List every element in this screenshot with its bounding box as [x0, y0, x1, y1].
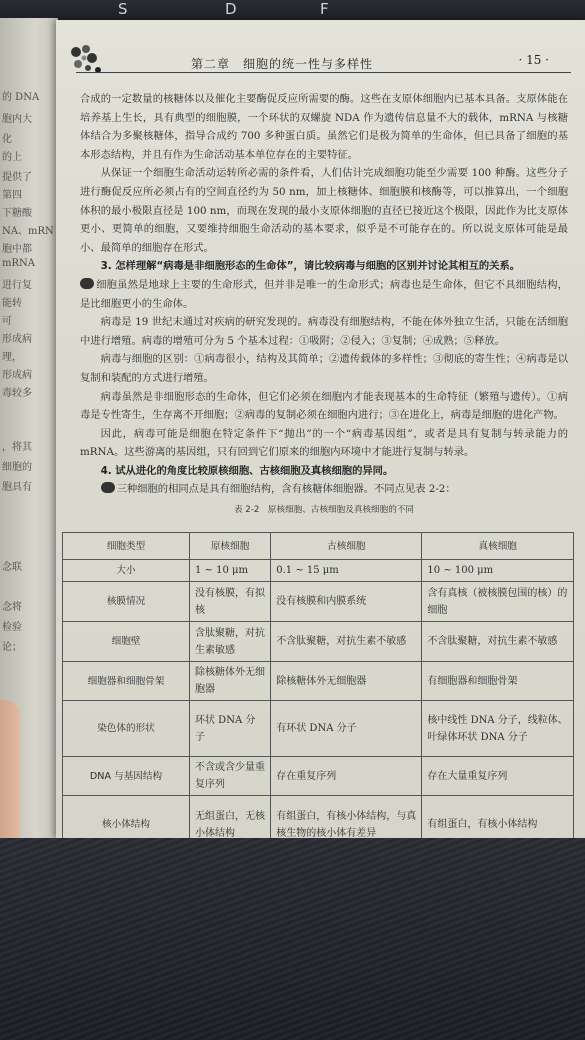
table-cell: 10 ~ 100 μm — [422, 560, 574, 582]
row-label: 大小 — [63, 560, 190, 582]
keyboard-strip — [0, 0, 585, 22]
table-cell: 环状 DNA 分子 — [190, 701, 271, 757]
table-cell: 0.1 ~ 15 μm — [271, 560, 422, 582]
table-row — [63, 701, 574, 757]
table-header-cell: 原核细胞 — [190, 533, 271, 560]
row-label: 细胞壁 — [63, 622, 190, 662]
row-label: 核小体结构 — [63, 796, 190, 854]
left-page-fragment: 检验 — [2, 622, 22, 633]
table-header-cell: 细胞类型 — [63, 533, 190, 560]
left-page-fragment: 的 DNA — [2, 92, 40, 103]
left-page-fragment: 毒较多 — [2, 388, 32, 399]
answer-mark-icon — [101, 482, 115, 493]
left-page-fragment: ，将其 — [2, 442, 32, 453]
question-4: 4. 试从进化的角度比较原核细胞、古核细胞及真核细胞的异同。 — [100, 464, 394, 477]
answer-text: 细胞虽然是地球上主要的生命形式，但并非是唯一的生命形式；病毒也是生命体，但它不具细胞结构，是比细胞更小的生命体。 — [80, 278, 568, 310]
table-row — [63, 560, 574, 582]
header-rule — [76, 72, 571, 73]
paragraph: 病毒虽然是非细胞形态的生命体，但它们必须在细胞内才能表现基本的生命特征（繁殖与遗传）。①病毒是专性寄生，生存离不开细胞；②病毒的复制必须在细胞内进行；③在进化上，病毒是细胞的进化产物。 — [80, 390, 568, 422]
left-page-fragment: 念将 — [2, 602, 22, 613]
table-cell: 不含肽聚糖，对抗生素不敏感 — [422, 622, 574, 662]
left-page-fragment: 胞具有 — [2, 482, 32, 493]
left-page-fragment: 进行复 — [2, 280, 32, 291]
table-caption: 表 2-2 原核细胞、古核细胞及真核细胞的不同 — [233, 505, 415, 516]
left-page-fragment: 理， — [2, 352, 22, 363]
left-page-fragment: 形成病 — [2, 334, 32, 345]
keyboard-key: S — [118, 0, 128, 18]
table-cell: 有环状 DNA 分子 — [271, 701, 422, 757]
table-cell: 没有核膜和内膜系统 — [271, 582, 422, 622]
row-label: 染色体的形状 — [63, 701, 190, 757]
left-page-fragment: 提供了 — [2, 172, 32, 183]
left-page-fragment: NA、mRN — [2, 226, 54, 237]
table-cell: 1 ~ 10 μm — [190, 560, 271, 582]
page-number: · 15 · — [518, 53, 549, 67]
table-header-cell: 真核细胞 — [422, 533, 574, 560]
table-row — [63, 582, 574, 622]
paragraph: 病毒是 19 世纪末通过对疾病的研究发现的。病毒没有细胞结构，不能在体外独立生活，只能在活细胞中进行增殖。病毒的增殖可分为 5 个基本过程：①吸附；②侵入；③复制；④成熟；⑤释放。 — [80, 316, 568, 347]
table-row — [63, 622, 574, 662]
keyboard-key: F — [320, 0, 329, 18]
left-page-fragment: 念联 — [2, 562, 22, 573]
left-page-fragment: 胞中都 — [2, 244, 32, 255]
left-page-fragment: 细胞的 — [2, 462, 32, 473]
fabric-background — [0, 838, 585, 1040]
table-cell: 核中线性 DNA 分子，线粒体、叶绿体环状 DNA 分子 — [422, 701, 574, 757]
keyboard-key: D — [225, 0, 237, 18]
left-page-fragment: 的上 — [2, 152, 22, 163]
table-cell: 没有核膜，有拟核 — [190, 582, 271, 622]
table-cell: 不含肽聚糖，对抗生素不敏感 — [271, 622, 422, 662]
table-cell: 除核糖体外无细胞器 — [271, 662, 422, 701]
row-label: 细胞器和细胞骨架 — [63, 662, 190, 701]
table-cell: 存在重复序列 — [271, 757, 422, 796]
left-page-fragment: 第四 — [2, 190, 22, 201]
left-page-fragment: 可 — [2, 316, 12, 327]
table-cell: 含有真核（被核膜包围的核）的细胞 — [422, 582, 574, 622]
table-cell: 存在大量重复序列 — [422, 757, 574, 796]
left-page-fragment: 化 — [2, 134, 12, 145]
table-cell: 有组蛋白，有核小体结构 — [422, 796, 574, 854]
table-header-cell: 古核细胞 — [271, 533, 422, 560]
table-cell: 除核糖体外无细胞器 — [190, 662, 271, 701]
table-cell: 无组蛋白，无核小体结构 — [190, 796, 271, 854]
answer-4 — [80, 480, 568, 499]
left-page-fragment: 论； — [2, 642, 22, 653]
question-3: 3. 怎样理解“病毒是非细胞形态的生命体”，请比较病毒与细胞的区别并讨论其相互的关系。 — [100, 260, 521, 273]
paragraph: 因此，病毒可能是细胞在特定条件下“抛出”的一个“病毒基因组”，或者是具有复制与转录能力的 mRNA。这些游离的基因组，只有回到它们原来的细胞内环境中才能进行复制与转录。 — [80, 427, 568, 459]
comparison-table — [62, 532, 574, 854]
table-row — [63, 757, 574, 796]
answer-3 — [80, 276, 568, 313]
left-page-fragment: 胞内大 — [2, 114, 32, 125]
body-text — [80, 90, 568, 523]
table-header-row — [63, 533, 574, 560]
left-page-fragment: 能转 — [2, 298, 22, 309]
left-page-fragment: 下糖酸 — [2, 208, 32, 219]
row-label: DNA 与基因结构 — [63, 757, 190, 796]
answer-mark-icon — [80, 278, 94, 289]
table-cell: 有细胞器和细胞骨架 — [422, 662, 574, 701]
chapter-header: 第二章 细胞的统一性与多样性 — [191, 57, 374, 71]
book-page — [56, 20, 585, 838]
table-row — [63, 662, 574, 701]
paragraph: 病毒与细胞的区别：①病毒很小，结构及其简单；②遗传载体的多样性；③彻底的寄生性；④病毒是以复制和装配的方式进行增殖。 — [80, 353, 568, 384]
paragraph: 从保证一个细胞生命活动运转所必需的条件看，人们估计完成细胞功能至少需要 100 种酶。这些分子进行酶促反应所必须占有的空间直径约为 50 nm，加上核糖体、细胞膜和核酶等，可以推算出，一个细胞体积的最小极限直径是 100 nm，而现在发现的最小支原体细胞的直径已接近这个极限，因此作为比支原体更小、更简单的细胞，又要维持细胞生命活动的基本要求，似乎是不可能存在的。所以说支原体可能是最小、最简单的细胞存在形式。 — [80, 167, 568, 254]
left-page-fragment: mRNA — [2, 258, 35, 269]
paragraph: 合成的一定数量的核糖体以及催化主要酶促反应所需要的酶。这些在支原体细胞内已基本具备。支原体能在培养基上生长，具有典型的细胞膜，一个环状的双螺旋 NDA 作为遗传信息量不大的载体，mRNA 与核糖体结合为多聚核糖体，指导合成约 700 多种蛋白质。虽然它们是极为简单的生命体，但已具备了细胞的基本形态结构，并且有作为生命活动基本单位存在的主要特征。 — [80, 93, 568, 161]
table-cell: 含肽聚糖，对抗生素敏感 — [190, 622, 271, 662]
answer-text: 三种细胞的相同点是具有细胞结构，含有核糖体细胞器。不同点见表 2-2： — [116, 483, 456, 496]
table-cell: 不含或含少量重复序列 — [190, 757, 271, 796]
row-label: 核膜情况 — [63, 582, 190, 622]
flower-ornament-icon — [64, 40, 106, 80]
left-page-fragment: 形成病 — [2, 370, 32, 381]
table-cell: 有组蛋白，有核小体结构，与真核生物的核小体有差异 — [271, 796, 422, 854]
